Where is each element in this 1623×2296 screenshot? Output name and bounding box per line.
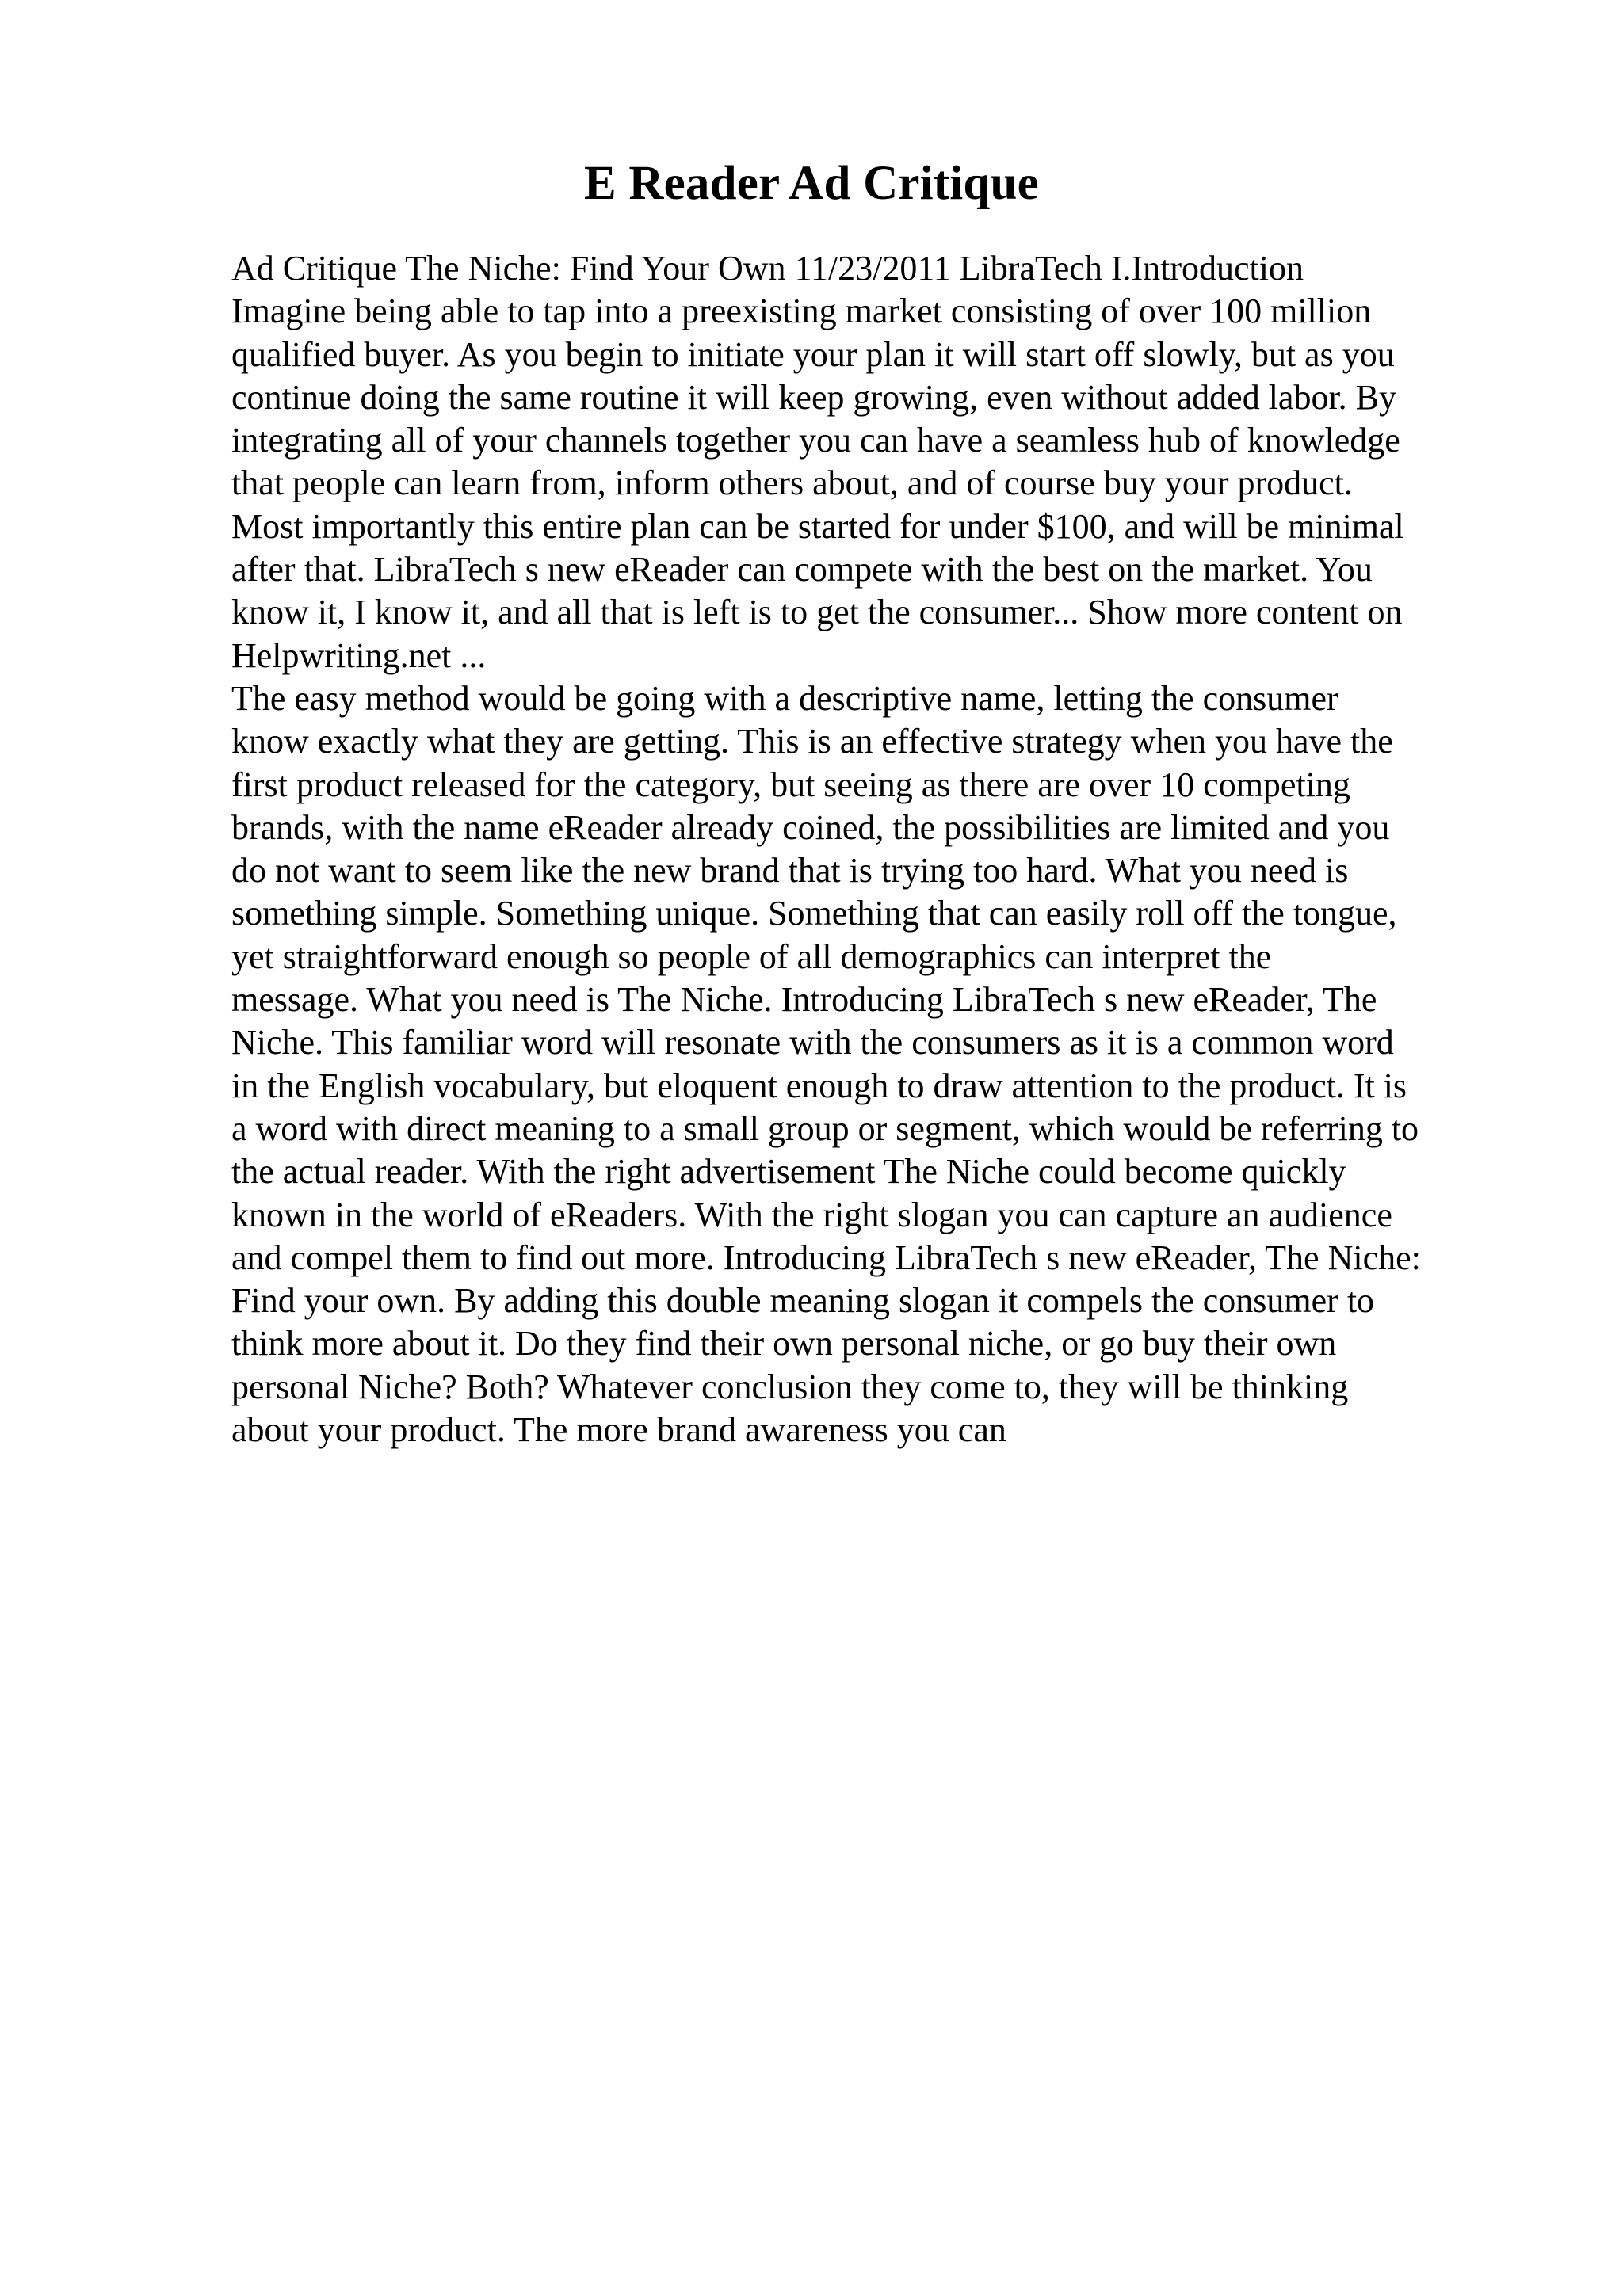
- document-title: E Reader Ad Critique: [584, 157, 1039, 210]
- paragraph-body: The easy method would be going with a descriptive name, letting the consumer know exactly what they are getting. This is an effective strategy when you have the first product released for the category, but seeing as there are over 10 competing brands, with the name eReader already coined, the possibilities are limited and you do not want to seem like the new brand that is trying too hard. What you need is something simple. Something unique. Something that can easily roll off the tongue, yet straightforward enough so people of all demographics can interpret the message. What you need is The Niche. Introducing LibraTech s new eReader, The Niche. This familiar word will resonate with the consumers as it is a common word in the English vocabulary, but eloquent enough to draw attention to the product. It is a word with direct meaning to a small group or segment, which would be referring to the actual reader. With the right advertisement The Niche could become quickly known in the world of eReaders. With the right slogan you can capture an audience and compel them to find out more. Introducing LibraTech s new eReader, The Niche: Find your own. By adding this double meaning slogan it compels the consumer to think more about it. Do they find their own personal niche, or go buy their own personal Niche? Both? Whatever conclusion they come to, they will be thinking about your product. The more brand awareness you can: [231, 679, 1421, 1450]
- paragraph-introduction: Ad Critique The Niche: Find Your Own 11/23/2011 LibraTech I.Introduction Imagine being able to tap into a preexisting market consisting of over 100 million qualified buyer. As you begin to initiate your plan it will start off slowly, but as you continue doing the same routine it will keep growing, even without added labor. By integrating all of your channels together you can have a seamless hub of knowledge that people can learn from, inform others about, and of course buy your product. Most importantly this entire plan can be started for under $100, and will be minimal after that. LibraTech s new eReader can compete with the best on the market. You know it, I know it, and all that is left is to get the consumer... Show more content on Helpwriting.net ...: [231, 249, 1404, 675]
